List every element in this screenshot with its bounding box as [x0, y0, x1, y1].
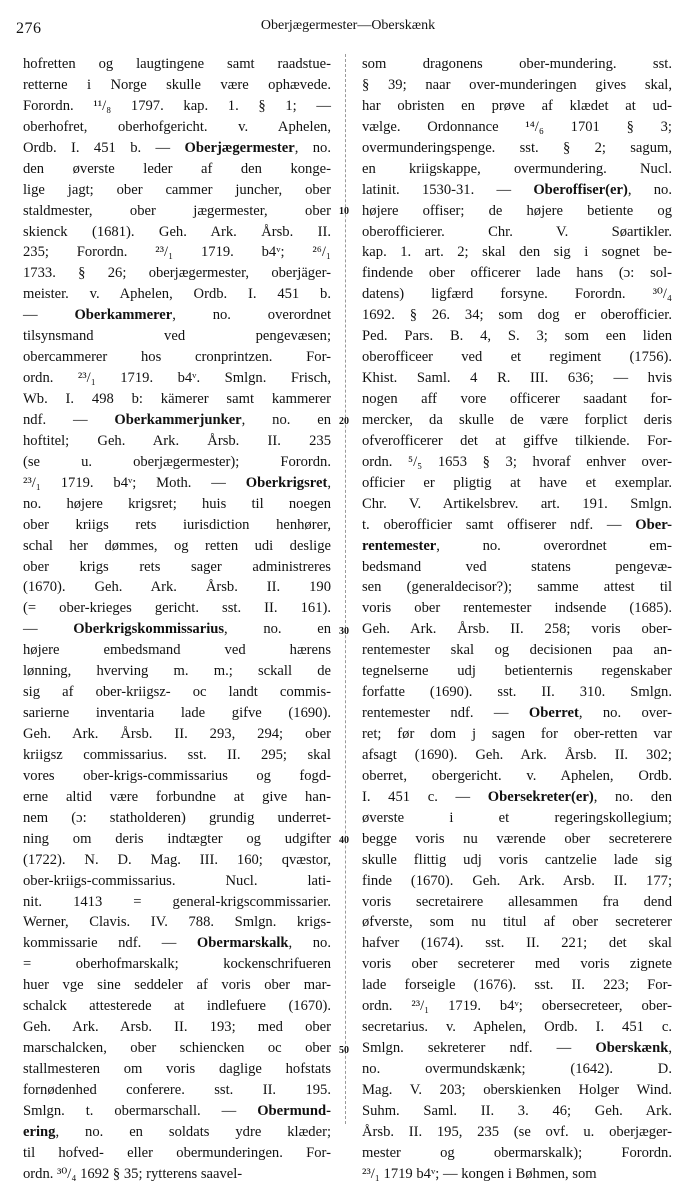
line-number-30: 30: [339, 626, 349, 637]
text-line: Mag. V. 203; oberskienken Holger Wind.: [362, 1081, 672, 1098]
text-line: hoftitel; Geh. Ark. Årsb. II. 235: [23, 432, 331, 449]
headword: Oberoffiser(er): [533, 181, 628, 198]
text-line: marschalcken, ober schiencken oc ober: [23, 1040, 331, 1057]
text-line: 235; Forordn. ²³/₁ 1719. b4ᵛ; ²⁶/₁: [23, 244, 331, 261]
headword: Oberkrigsret: [245, 474, 328, 491]
left-column: [23, 54, 331, 1185]
text-line: hafver (1674). sst. II. 221; det skal: [362, 935, 672, 952]
text-line: Chr. V. Artikelsbrev. art. 191. Smlgn.: [362, 495, 672, 512]
text-line: til hofved- eller obermunderingen. For-: [23, 1144, 331, 1161]
text-line: den øverste leder af den konge-: [23, 160, 331, 177]
text-line: lige jagt; ober cammer juncher, ober: [23, 181, 331, 198]
text-line: (= ober-krieges gericht. sst. II. 161).: [23, 600, 331, 617]
text-line: Ordb. I. 451 b. — Oberjægermester, no.: [23, 139, 331, 156]
text-line: mester og obermarskalk); Forordn.: [362, 1144, 672, 1161]
line-number-20: 20: [339, 416, 349, 427]
text-line: bedsmand ved statens pengevæ-: [362, 558, 672, 575]
text-line: Geh. Ark. Årsb. II. 258; voris ober-: [362, 621, 672, 638]
text-line: forfatte (1690). sst. II. 310. Smlgn.: [362, 684, 672, 701]
text-line: (1722). N. D. Mag. III. 160; qvæstor,: [23, 851, 331, 868]
text-line: øfverste, som nu titul af ober secreterer: [362, 914, 672, 931]
text-line: no. højere krigsret; huis til noegen: [23, 495, 331, 512]
text-line: ober-kriigs-commissarius. Nucl. lati-: [23, 872, 331, 889]
text-line: kriigsz commissarius. sst. II. 295; skal: [23, 746, 331, 763]
text-line: = oberhofmarskalk; kockenschrifueren: [23, 956, 331, 973]
text-line: oberofficierer. Chr. V. Søartikler.: [362, 223, 672, 240]
text-line: (se u. oberjægermester); Forordn.: [23, 453, 331, 470]
text-line: obercammerer hos cronprintzen. For-: [23, 349, 331, 366]
text-line: Suhm. Saml. II. 3. 46; Geh. Ark.: [362, 1102, 672, 1119]
text-line: — Oberkrigskommissarius, no. en: [23, 621, 331, 638]
text-line: retterne i Norge skulle være ophævede.: [23, 76, 331, 93]
text-line: meister. v. Aphelen, Ordb. I. 451 b.: [23, 286, 331, 303]
text-line: Årsb. II. 195, 235 (se ovf. u. oberjæger-: [362, 1123, 672, 1140]
headword: Oberskænk: [595, 1040, 669, 1057]
text-line: I. 451 c. — Obersekreter(er), no. den: [362, 788, 672, 805]
text-line: ²³/₁ 1719 b4ᵛ; — kongen i Bøhmen, som: [362, 1165, 597, 1182]
text-line: begge voris nu værende ober secreterere: [362, 830, 672, 847]
text-line: datens) ligfærd forsyne. Forordn. ³⁰/₄: [362, 286, 672, 303]
text-line: secretarius. v. Aphelen, Ordb. I. 451 c.: [362, 1019, 672, 1036]
text-line: sarierne inventaria lade gifve (1690).: [23, 705, 331, 722]
text-line: Smlgn. sekreterer ndf. — Oberskænk,: [362, 1040, 672, 1057]
text-line: Geh. Ark. Arsb. II. 193; med ober: [23, 1019, 331, 1036]
text-line: schalck attesterede at indlefuere (1670).: [23, 998, 331, 1015]
text-line: nogen aff vore officerer saadant for-: [362, 391, 672, 407]
headword: Oberkrigskommissarius: [73, 621, 225, 638]
text-line: nit. 1413 = general-krigscommissarier.: [23, 893, 331, 910]
text-line: som dragonens ober-mundering. sst.: [362, 56, 672, 72]
text-line: staldmester, ober jægermester, ober: [23, 202, 331, 219]
text-line: tilsynsmand ved pengevæsen;: [23, 328, 331, 345]
text-line: oberhofret, oberhofgericht. v. Aphelen,: [23, 118, 331, 135]
text-line: øverste i et regeringskollegium;: [362, 809, 672, 826]
text-line: voris ober rentemester indsende (1685).: [362, 600, 672, 617]
line-number-50: 50: [339, 1045, 349, 1056]
text-line: nem (ɔ: statholderen) grundig underret-: [23, 809, 331, 826]
text-line: lade forseigle (1676). sst. II. 223; For-: [362, 977, 672, 994]
headword: Obermarskalk: [196, 935, 289, 952]
text-line: mercker, da skulle de være forplict deris: [362, 411, 672, 428]
text-line: ndf. — Oberkammerjunker, no. en: [23, 411, 331, 428]
text-line: ober kriigs rets iurisdiction henhører,: [23, 516, 331, 533]
text-line: oberret, obergericht. v. Aphelen, Ordb.: [362, 767, 672, 784]
text-line: ering, no. en soldats ydre klæder;: [23, 1123, 331, 1140]
text-line: Ped. Pars. B. 4, S. 3; som een liden: [362, 328, 672, 345]
text-line: officier er pligtig at have et exemplar.: [362, 474, 672, 491]
text-line: rentemester, no. overordnet em-: [362, 537, 672, 554]
text-line: oberofficeer ved et regiment (1756).: [362, 349, 672, 366]
text-line: sen (generaldecisor?); samme attest til: [362, 579, 672, 596]
text-line: ret; før dom j sagen for ober-retten var: [362, 726, 672, 742]
text-line: (1670). Geh. Ark. Årsb. II. 190: [23, 579, 331, 596]
text-line: højere embedsmand ved hærens: [23, 642, 331, 659]
text-line: Werner, Clavis. IV. 788. Smlgn. krigs-: [23, 914, 331, 931]
text-line: t. oberofficier samt offiserer ndf. — Ober-: [362, 516, 672, 533]
text-line: ober krigs rets sager administreres: [23, 558, 331, 575]
headword: rentemester: [362, 537, 437, 554]
text-line: hofretten og laugtingene samt raadstue-: [23, 56, 331, 72]
text-line: Khist. Saml. 4 R. III. 636; — hvis: [362, 370, 672, 387]
text-line: rentemester skal og decisionen paa an-: [362, 642, 672, 659]
text-line: latinit. 1530-31. — Oberoffiser(er), no.: [362, 181, 672, 198]
headword: ering: [23, 1123, 56, 1140]
text-line: har obristen en prøve af klædet at ud-: [362, 97, 672, 114]
text-line: huer vge sine seddeler af voris ober mar-: [23, 977, 331, 994]
text-line: fornødenhed conferere. sst. II. 195.: [23, 1081, 331, 1098]
page-header: [0, 18, 696, 42]
headword: Oberkammerer: [74, 307, 173, 324]
headword: Oberret: [528, 705, 579, 722]
headword: Ober-: [635, 516, 672, 533]
text-line: skulle flittig udj voris cantzelie lade sig: [362, 851, 672, 868]
line-number-40: 40: [339, 835, 349, 846]
text-line: erne altid være forbundne at give han-: [23, 788, 331, 805]
text-line: ning om deris indtægter og udgifter: [23, 830, 331, 847]
page-number: 276: [16, 20, 42, 37]
text-line: tegnelserne udj betienternis regenskaber: [362, 663, 672, 680]
text-line: lønning, hverving m. m.; sckall de: [23, 663, 331, 680]
text-line: findende ober officerer lade hans (ɔ: sol-: [362, 265, 672, 282]
text-line: 1733. § 26; oberjægermester, oberjäger-: [23, 265, 331, 282]
text-line: no. overmundskænk; (1642). D.: [362, 1061, 672, 1077]
text-line: skienck (1681). Geh. Ark. Årsb. II.: [23, 223, 331, 240]
right-column: [362, 54, 672, 1185]
headword: Oberkammerjunker: [114, 411, 242, 428]
text-line: finde (1670). Geh. Ark. Arsb. II. 177;: [362, 872, 672, 889]
text-line: ordn. ²³/₁ 1719. b4ᵛ; obersecreteer, ober-: [362, 998, 672, 1015]
text-line: Forordn. ¹¹/₈ 1797. kap. 1. § 1; —: [23, 97, 331, 114]
text-line: overmunderingspenge. sst. § 2; sagum,: [362, 139, 672, 156]
headword: Obersekreter(er): [487, 788, 594, 805]
text-line: Wb. I. 498 b: kämerer samt kammerer: [23, 391, 331, 407]
text-line: vores ober-krigs-commissarius og fogd-: [23, 767, 331, 784]
text-line: afsagt (1690). Geh. Ark. Årsb. II. 302;: [362, 746, 672, 763]
text-line: ordn. ⁵/₅ 1653 § 3; hvoraf enhver over-: [362, 453, 672, 470]
text-line: stallmesteren om voris daglige hofstats: [23, 1061, 331, 1077]
text-line: 1692. § 26. 34; som dog er oberofficier.: [362, 307, 672, 324]
headword: Oberjægermester: [184, 139, 295, 156]
text-line: højere offiser; de højere betiente og: [362, 202, 672, 219]
text-line: voris secretairere allesammen fra dend: [362, 893, 672, 910]
headword: Obermund-: [257, 1102, 331, 1119]
text-line: ordn. ²³/₁ 1719. b4ᵛ. Smlgn. Frisch,: [23, 370, 331, 387]
text-line: rentemester ndf. — Oberret, no. over-: [362, 705, 672, 722]
line-number-10: 10: [339, 206, 349, 217]
text-line: ordn. ³⁰/₄ 1692 § 35; rytterens saavel-: [23, 1165, 243, 1182]
text-line: ²³/₁ 1719. b4ᵛ; Moth. — Oberkrigsret,: [23, 474, 331, 491]
text-line: § 39; naar over-munderingen gives skal,: [362, 76, 672, 93]
text-line: kap. 1. art. 2; skal den sig i sognet be-: [362, 244, 672, 261]
text-line: vælge. Ordonnance ¹⁴/₆ 1701 § 3;: [362, 118, 672, 135]
text-line: Geh. Ark. Årsb. II. 293, 294; ober: [23, 726, 331, 742]
text-line: — Oberkammerer, no. overordnet: [23, 307, 331, 324]
running-title: Oberjægermester—Oberskænk: [260, 18, 436, 33]
text-line: Smlgn. t. obermarschall. — Obermund-: [23, 1102, 331, 1119]
text-line: en kriigskappe, overmundering. Nucl.: [362, 160, 672, 177]
text-line: schal her dømmes, og retten udi deslige: [23, 537, 331, 554]
text-line: kommissarie ndf. — Obermarskalk, no.: [23, 935, 331, 952]
text-line: voris ober secreterer med voris zignete: [362, 956, 672, 973]
text-line: sig af ober-kriigsz- oc landt commis-: [23, 684, 331, 701]
text-line: ofverofficerer det at giffve tilkiende. For-: [362, 432, 672, 449]
